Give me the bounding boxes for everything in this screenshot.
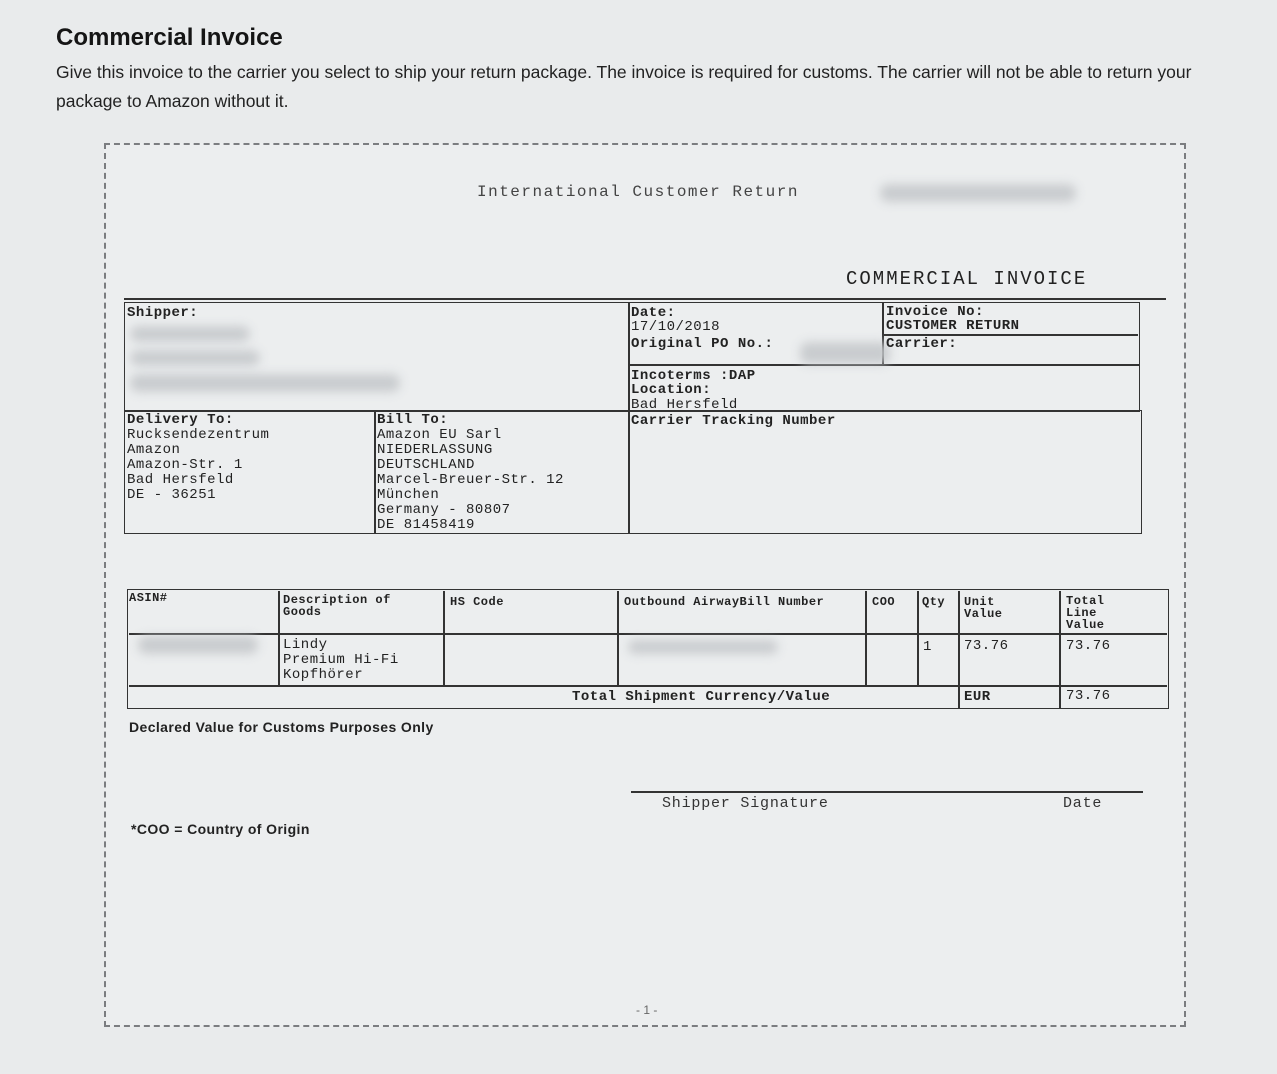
- tracking-label: Carrier Tracking Number: [631, 413, 836, 429]
- col-sep: [917, 591, 919, 686]
- redacted-shipper-name: [130, 326, 250, 342]
- header-airwaybill: Outbound AirwayBill Number: [624, 595, 825, 609]
- carrier-label: Carrier:: [886, 336, 958, 352]
- delivery-line: Rucksendezentrum: [127, 427, 270, 443]
- total-currency: EUR: [964, 689, 991, 705]
- item-description-line: Kopfhörer: [283, 667, 364, 683]
- return-title: International Customer Return: [477, 183, 799, 201]
- delivery-line: DE - 36251: [127, 487, 217, 503]
- redacted-reference: [880, 184, 1076, 202]
- header-unit-value: Unit Value: [964, 595, 1003, 621]
- invoice-no-label: Invoice No:: [886, 304, 984, 320]
- header-asin: ASIN#: [129, 591, 168, 605]
- page-description: Give this invoice to the carrier you select to ship your return package. The invoice is required for customs. The carrier will not be able to return your package to Amazon without it.: [56, 62, 1192, 111]
- col-sep: [278, 591, 280, 686]
- bill-line: München: [377, 487, 440, 503]
- signature-line: [631, 791, 1143, 793]
- col-sep: [617, 591, 619, 686]
- coo-note: *COO = Country of Origin: [131, 821, 310, 837]
- commercial-invoice-heading: COMMERCIAL INVOICE: [846, 268, 1088, 290]
- bill-line: Marcel-Breuer-Str. 12: [377, 472, 564, 488]
- redacted-shipper-street: [130, 350, 260, 366]
- total-shipment-label: Total Shipment Currency/Value: [572, 689, 831, 705]
- item-total-line-value: 73.76: [1066, 638, 1111, 654]
- delivery-line: Amazon: [127, 442, 181, 458]
- page-number: - 1 -: [636, 1003, 658, 1017]
- bill-to-address: [377, 428, 564, 533]
- table-header-divider: [129, 633, 1167, 635]
- location-label: Location:: [631, 382, 712, 398]
- redacted-airwaybill: [628, 640, 778, 654]
- item-description-line: Lindy: [283, 637, 328, 653]
- header-total-line-value: Total Line Value: [1066, 594, 1105, 632]
- invoice-no-value: CUSTOMER RETURN: [886, 318, 1020, 334]
- bill-line: NIEDERLASSUNG: [377, 442, 493, 458]
- page-title: Commercial Invoice: [56, 24, 283, 51]
- declared-value-note: Declared Value for Customs Purposes Only: [129, 719, 434, 735]
- delivery-label: Delivery To:: [127, 412, 234, 428]
- delivery-address: [127, 428, 269, 503]
- header-hs-code: HS Code: [450, 595, 504, 609]
- shipper-label: Shipper:: [127, 305, 199, 321]
- bill-line: Amazon EU Sarl: [377, 427, 502, 443]
- total-shipment-value: 73.76: [1066, 688, 1111, 704]
- location-value: Bad Hersfeld: [631, 397, 738, 413]
- item-description-line: Premium Hi-Fi: [283, 652, 399, 668]
- delivery-line: Amazon-Str. 1: [127, 457, 243, 473]
- redacted-po-number: [800, 342, 890, 364]
- signature-date-label: Date: [1063, 795, 1103, 812]
- bill-line: DE 81458419: [377, 517, 475, 533]
- redacted-shipper-city: [130, 374, 400, 392]
- delivery-line: Bad Hersfeld: [127, 472, 234, 488]
- col-sep: [958, 591, 960, 708]
- redacted-asin: [138, 636, 258, 654]
- original-po-label: Original PO No.:: [631, 336, 774, 352]
- bill-line: DEUTSCHLAND: [377, 457, 475, 473]
- shipper-signature-label: Shipper Signature: [662, 795, 829, 812]
- heading-rule: [124, 298, 1166, 300]
- date-value: 17/10/2018: [631, 319, 721, 335]
- bill-to-label: Bill To:: [377, 412, 449, 428]
- item-qty: 1: [923, 639, 932, 655]
- header-coo: COO: [872, 595, 896, 609]
- item-unit-value: 73.76: [964, 638, 1009, 654]
- item-description: [283, 638, 399, 683]
- date-label: Date:: [631, 305, 676, 321]
- col-sep: [1059, 591, 1061, 708]
- bill-line: Germany - 80807: [377, 502, 511, 518]
- col-sep: [865, 591, 867, 686]
- header-qty: Qty: [922, 595, 946, 609]
- incoterms-text: Incoterms :DAP: [631, 368, 756, 384]
- header-description: Description of Goods: [283, 593, 391, 619]
- table-row-divider: [129, 685, 1167, 687]
- col-sep: [443, 591, 445, 686]
